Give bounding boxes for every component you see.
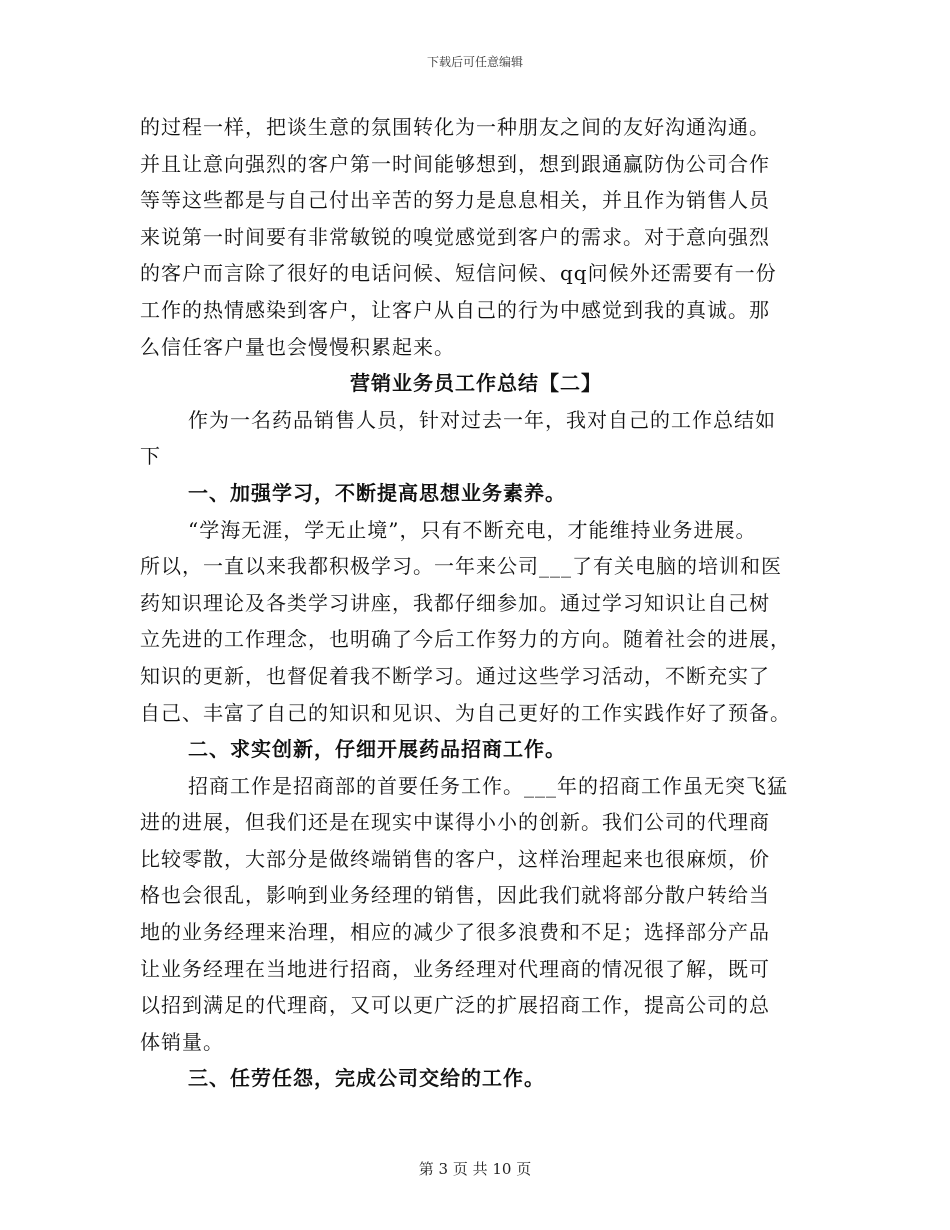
paragraph-line: 么信任客户量也会慢慢积累起来。 bbox=[140, 334, 455, 359]
paragraph-line: 比较零散，大部分是做终端销售的客户，这样治理起来也很麻烦，价 bbox=[140, 846, 770, 871]
paragraph-line: 来说第一时间要有非常敏锐的嗅觉感觉到客户的需求。对于意向强烈 bbox=[140, 224, 770, 249]
paragraph-line: 招商工作是招商部的首要任务工作。___年的招商工作虽无突飞猛 bbox=[188, 773, 788, 798]
document-body bbox=[140, 109, 812, 1097]
paragraph-line: 的过程一样，把谈生意的氛围转化为一种朋友之间的友好沟通沟通。 bbox=[140, 115, 770, 139]
paragraph-line: 下 bbox=[140, 444, 161, 469]
page-number: 第 3 页 共 10 页 bbox=[418, 1160, 532, 1178]
paragraph-line: 等等这些都是与自己付出辛苦的努力是息息相关，并且作为销售人员 bbox=[140, 188, 770, 213]
paragraph-line: 所以，一直以来我都积极学习。一年来公司___了有关电脑的培训和医 bbox=[140, 554, 782, 579]
paragraph-line: 立先进的工作理念，也明确了今后工作努力的方向。随着社会的进展， bbox=[140, 627, 791, 652]
paragraph-line: 并且让意向强烈的客户第一时间能够想到，想到跟通赢防伪公司合作 bbox=[140, 151, 770, 176]
subheading: 二、求实创新，仔细开展药品招商工作。 bbox=[188, 737, 566, 762]
subheading: 一、加强学习，不断提高思想业务素养。 bbox=[188, 480, 566, 505]
paragraph-line: 让业务经理在当地进行招商，业务经理对代理商的情况很了解，既可 bbox=[140, 956, 770, 981]
paragraph-line: 知识的更新，也督促着我不断学习。通过这些学习活动，不断充实了 bbox=[140, 663, 770, 688]
section-title: 营销业务员工作总结【二】 bbox=[350, 371, 602, 396]
paragraph-line: 以招到满足的代理商，又可以更广泛的扩展招商工作，提高公司的总 bbox=[140, 993, 770, 1018]
paragraph-line: 作为一名药品销售人员，针对过去一年，我对自己的工作总结如 bbox=[188, 407, 776, 432]
paragraph-line: 地的业务经理来治理，相应的减少了很多浪费和不足；选择部分产品 bbox=[140, 920, 770, 945]
paragraph-line: 体销量。 bbox=[140, 1029, 224, 1054]
paragraph-line: 进的进展，但我们还是在现实中谋得小小的创新。我们公司的代理商 bbox=[140, 810, 770, 835]
paragraph-line: 药知识理论及各类学习讲座，我都仔细参加。通过学习知识让自己树 bbox=[140, 590, 770, 615]
paragraph-line: 的客户而言除了很好的电话问候、短信问候、qq问候外还需要有一份 bbox=[140, 261, 777, 286]
paragraph-line: 格也会很乱，影响到业务经理的销售，因此我们就将部分散户转给当 bbox=[140, 883, 770, 908]
page-header: 下载后可任意编辑 bbox=[426, 55, 523, 69]
subheading: 三、任劳任怨，完成公司交给的工作。 bbox=[188, 1066, 545, 1091]
paragraph-line: “学海无涯，学无止境”，只有不断充电，才能维持业务进展。 bbox=[188, 517, 757, 542]
paragraph-line: 工作的热情感染到客户，让客户从自己的行为中感觉到我的真诚。那 bbox=[140, 297, 770, 322]
paragraph-line: 自己、丰富了自己的知识和见识、为自己更好的工作实践作好了预备。 bbox=[140, 700, 791, 725]
